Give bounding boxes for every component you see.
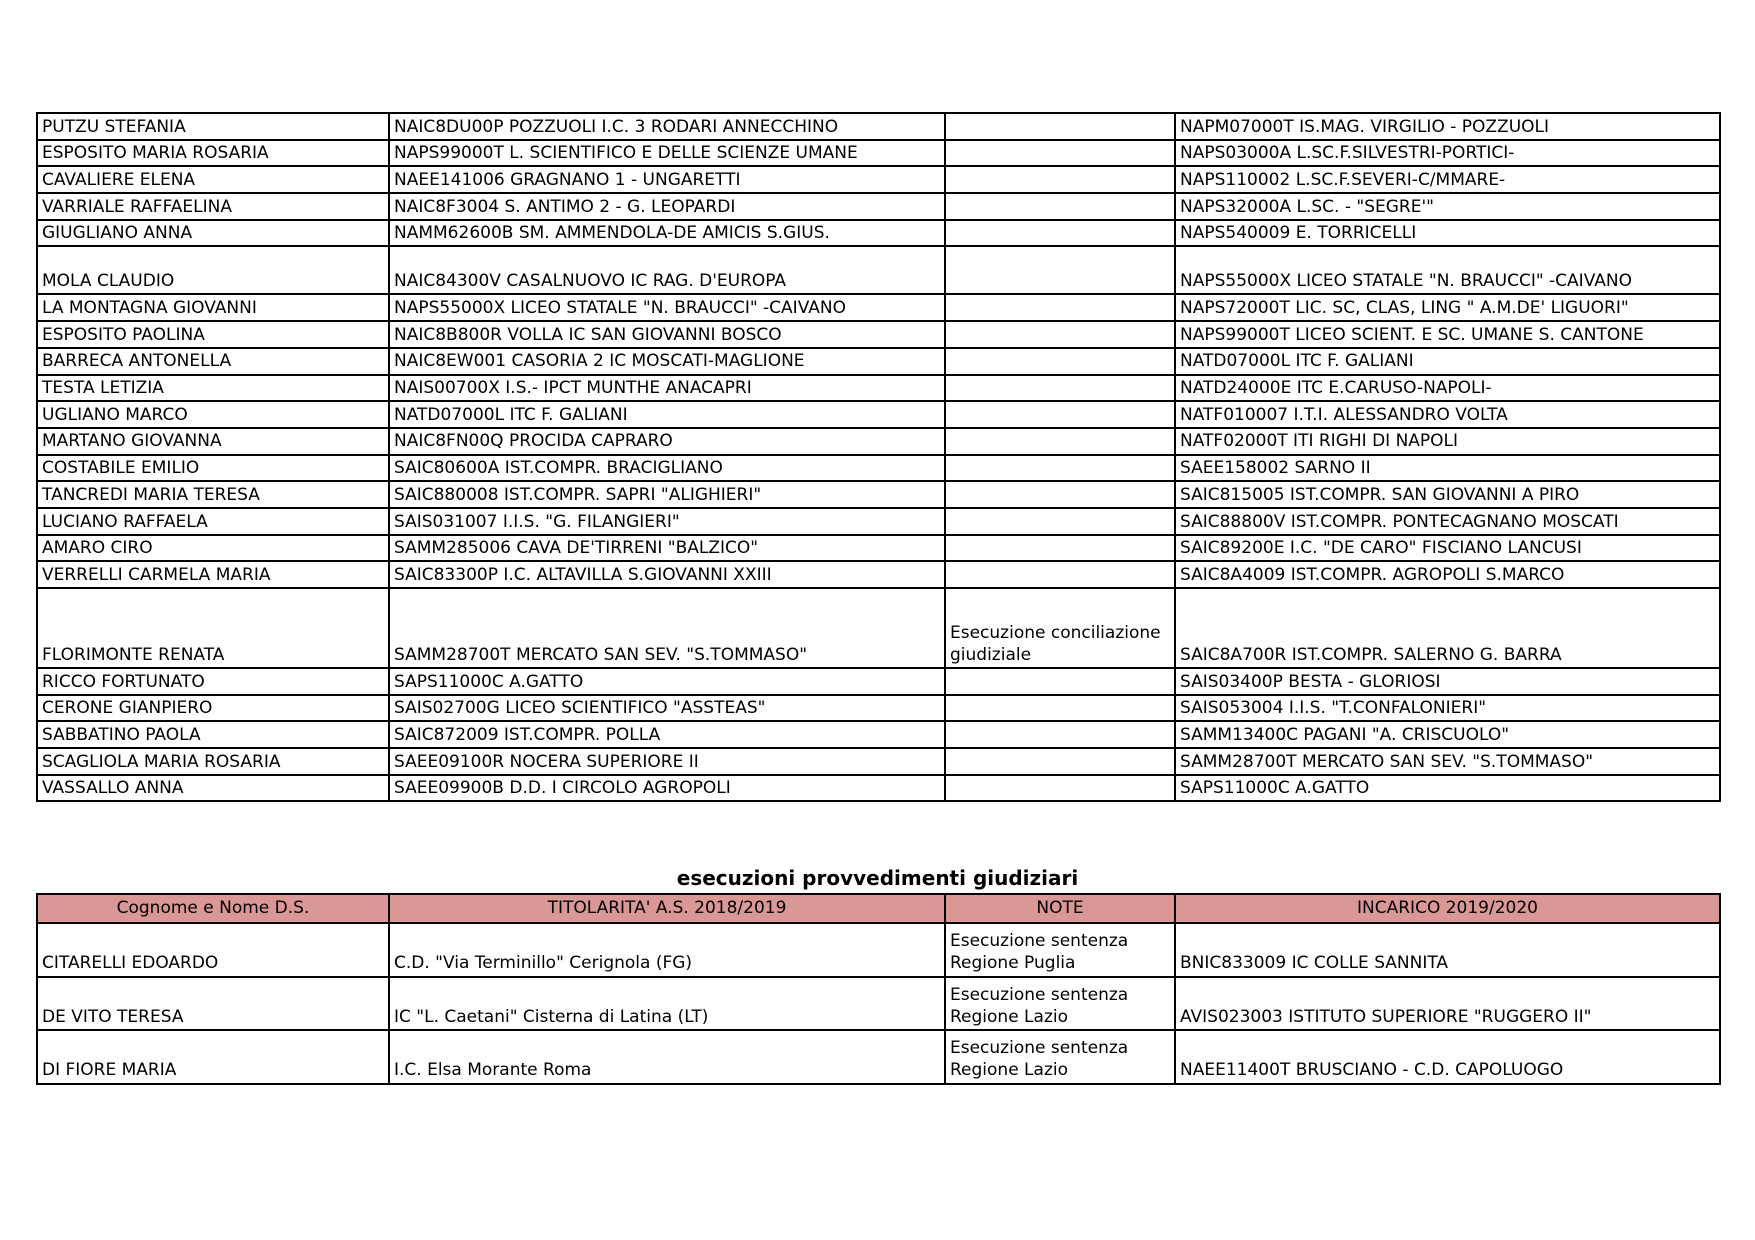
titolarita-cell: NAIC8B800R VOLLA IC SAN GIOVANNI BOSCO [389, 321, 945, 348]
table-row [37, 193, 1720, 220]
table-row [37, 721, 1720, 748]
incarico-cell: NAPS72000T LIC. SC, CLAS, LING " A.M.DE' LIGUORI" [1175, 294, 1720, 321]
incarico-cell: SAIC8A700R IST.COMPR. SALERNO G. BARRA [1175, 588, 1720, 668]
titolarita-cell: NAPS55000X LICEO STATALE "N. BRAUCCI" -CAIVANO [389, 294, 945, 321]
table-row [37, 375, 1720, 402]
incarico-cell: SAIC89200E I.C. "DE CARO" FISCIANO LANCUSI [1175, 535, 1720, 562]
incarico-cell: SAIS053004 I.I.S. "T.CONFALONIERI" [1175, 695, 1720, 722]
titolarita-cell: IC "L. Caetani" Cisterna di Latina (LT) [389, 977, 945, 1031]
name-cell: ESPOSITO PAOLINA [37, 321, 389, 348]
header-row [37, 894, 1720, 923]
incarico-cell: NATF010007 I.T.I. ALESSANDRO VOLTA [1175, 401, 1720, 428]
table-row [37, 321, 1720, 348]
name-cell: SABBATINO PAOLA [37, 721, 389, 748]
note-cell [945, 668, 1175, 695]
name-cell: AMARO CIRO [37, 535, 389, 562]
titolarita-cell: I.C. Elsa Morante Roma [389, 1030, 945, 1084]
note-cell [945, 775, 1175, 802]
incarico-cell: NAPS99000T LICEO SCIENT. E SC. UMANE S. CANTONE [1175, 321, 1720, 348]
incarico-cell: NAPS540009 E. TORRICELLI [1175, 220, 1720, 247]
note-cell [945, 428, 1175, 455]
note-cell [945, 508, 1175, 535]
incarico-cell: NATD24000E ITC E.CARUSO-NAPOLI- [1175, 375, 1720, 402]
table-row [37, 561, 1720, 588]
table-row [37, 668, 1720, 695]
note-cell [945, 246, 1175, 294]
note-cell [945, 481, 1175, 508]
note-cell [945, 294, 1175, 321]
incarico-cell: SAMM13400C PAGANI "A. CRISCUOLO" [1175, 721, 1720, 748]
table-row [37, 508, 1720, 535]
note-cell [945, 561, 1175, 588]
name-cell: LUCIANO RAFFAELA [37, 508, 389, 535]
name-cell: LA MONTAGNA GIOVANNI [37, 294, 389, 321]
note-cell: Esecuzione conciliazione giudiziale [945, 588, 1175, 668]
titolarita-cell: NAIC8EW001 CASORIA 2 IC MOSCATI-MAGLIONE [389, 348, 945, 375]
name-cell: MOLA CLAUDIO [37, 246, 389, 294]
table-row [37, 348, 1720, 375]
assignments-table-body [37, 113, 1720, 801]
incarico-cell: NAPS32000A L.SC. - "SEGRE'" [1175, 193, 1720, 220]
titolarita-cell: SAIC83300P I.C. ALTAVILLA S.GIOVANNI XXIII [389, 561, 945, 588]
titolarita-cell: SAIS02700G LICEO SCIENTIFICO "ASSTEAS" [389, 695, 945, 722]
name-cell: CAVALIERE ELENA [37, 166, 389, 193]
table-row [37, 588, 1720, 668]
incarico-cell: SAIC8A4009 IST.COMPR. AGROPOLI S.MARCO [1175, 561, 1720, 588]
incarico-cell: NAEE11400T BRUSCIANO - C.D. CAPOLUOGO [1175, 1030, 1720, 1084]
titolarita-cell: NAMM62600B SM. AMMENDOLA-DE AMICIS S.GIUS. [389, 220, 945, 247]
titolarita-cell: SAIC80600A IST.COMPR. BRACIGLIANO [389, 455, 945, 482]
titolarita-cell: NAIC8FN00Q PROCIDA CAPRARO [389, 428, 945, 455]
titolarita-cell: NAPS99000T L. SCIENTIFICO E DELLE SCIENZE UMANE [389, 140, 945, 167]
titolarita-cell: NATD07000L ITC F. GALIANI [389, 401, 945, 428]
incarico-cell: NATF02000T ITI RIGHI DI NAPOLI [1175, 428, 1720, 455]
incarico-cell: SAEE158002 SARNO II [1175, 455, 1720, 482]
note-cell [945, 375, 1175, 402]
titolarita-cell: NAIC8DU00P POZZUOLI I.C. 3 RODARI ANNECCHINO [389, 113, 945, 140]
incarico-cell: AVIS023003 ISTITUTO SUPERIORE "RUGGERO II" [1175, 977, 1720, 1031]
note-cell: Esecuzione sentenza Regione Puglia [945, 923, 1175, 977]
titolarita-cell: SAPS11000C A.GATTO [389, 668, 945, 695]
incarico-cell: NAPS110002 L.SC.F.SEVERI-C/MMARE- [1175, 166, 1720, 193]
note-cell [945, 220, 1175, 247]
name-cell: UGLIANO MARCO [37, 401, 389, 428]
table-row [37, 246, 1720, 294]
table-row [37, 481, 1720, 508]
header-note: NOTE [945, 894, 1175, 923]
titolarita-cell: SAIS031007 I.I.S. "G. FILANGIERI" [389, 508, 945, 535]
note-cell [945, 401, 1175, 428]
note-cell [945, 721, 1175, 748]
name-cell: VERRELLI CARMELA MARIA [37, 561, 389, 588]
table-row [37, 923, 1720, 977]
incarico-cell: SAIC88800V IST.COMPR. PONTECAGNANO MOSCATI [1175, 508, 1720, 535]
name-cell: CERONE GIANPIERO [37, 695, 389, 722]
incarico-cell: SAIS03400P BESTA - GLORIOSI [1175, 668, 1720, 695]
titolarita-cell: NAEE141006 GRAGNANO 1 - UNGARETTI [389, 166, 945, 193]
note-cell [945, 535, 1175, 562]
table-row [37, 775, 1720, 802]
note-cell [945, 193, 1175, 220]
name-cell: GIUGLIANO ANNA [37, 220, 389, 247]
incarico-cell: SAMM28700T MERCATO SAN SEV. "S.TOMMASO" [1175, 748, 1720, 775]
table-row [37, 166, 1720, 193]
judicial-table-header [37, 894, 1720, 923]
note-cell [945, 166, 1175, 193]
name-cell: RICCO FORTUNATO [37, 668, 389, 695]
titolarita-cell: SAMM28700T MERCATO SAN SEV. "S.TOMMASO" [389, 588, 945, 668]
name-cell: TESTA LETIZIA [37, 375, 389, 402]
table-row [37, 294, 1720, 321]
titolarita-cell: NAIC84300V CASALNUOVO IC RAG. D'EUROPA [389, 246, 945, 294]
header-name: Cognome e Nome D.S. [37, 894, 389, 923]
note-cell [945, 455, 1175, 482]
name-cell: FLORIMONTE RENATA [37, 588, 389, 668]
name-cell: PUTZU STEFANIA [37, 113, 389, 140]
section-title: esecuzioni provvedimenti giudiziari [676, 866, 1079, 890]
header-titolarita: TITOLARITA' A.S. 2018/2019 [389, 894, 945, 923]
titolarita-cell: SAEE09900B D.D. I CIRCOLO AGROPOLI [389, 775, 945, 802]
table-row [37, 977, 1720, 1031]
titolarita-cell: NAIS00700X I.S.- IPCT MUNTHE ANACAPRI [389, 375, 945, 402]
judicial-table [36, 893, 1721, 1085]
judicial-table-body [37, 923, 1720, 1084]
incarico-cell: SAIC815005 IST.COMPR. SAN GIOVANNI A PIRO [1175, 481, 1720, 508]
table-row [37, 220, 1720, 247]
name-cell: DI FIORE MARIA [37, 1030, 389, 1084]
table-row [37, 748, 1720, 775]
note-cell [945, 348, 1175, 375]
name-cell: VARRIALE RAFFAELINA [37, 193, 389, 220]
incarico-cell: BNIC833009 IC COLLE SANNITA [1175, 923, 1720, 977]
table-row [37, 428, 1720, 455]
name-cell: VASSALLO ANNA [37, 775, 389, 802]
name-cell: COSTABILE EMILIO [37, 455, 389, 482]
table-row [37, 695, 1720, 722]
titolarita-cell: C.D. "Via Terminillo" Cerignola (FG) [389, 923, 945, 977]
note-cell [945, 748, 1175, 775]
name-cell: SCAGLIOLA MARIA ROSARIA [37, 748, 389, 775]
note-cell [945, 321, 1175, 348]
note-cell [945, 140, 1175, 167]
titolarita-cell: SAIC880008 IST.COMPR. SAPRI "ALIGHIERI" [389, 481, 945, 508]
table-row [37, 140, 1720, 167]
assignments-table [36, 112, 1721, 802]
name-cell: CITARELLI EDOARDO [37, 923, 389, 977]
table-row [37, 1030, 1720, 1084]
note-cell: Esecuzione sentenza Regione Lazio [945, 1030, 1175, 1084]
name-cell: DE VITO TERESA [37, 977, 389, 1031]
incarico-cell: NAPM07000T IS.MAG. VIRGILIO - POZZUOLI [1175, 113, 1720, 140]
incarico-cell: NAPS55000X LICEO STATALE "N. BRAUCCI" -CAIVANO [1175, 246, 1720, 294]
incarico-cell: NAPS03000A L.SC.F.SILVESTRI-PORTICI- [1175, 140, 1720, 167]
header-incarico: INCARICO 2019/2020 [1175, 894, 1720, 923]
titolarita-cell: NAIC8F3004 S. ANTIMO 2 - G. LEOPARDI [389, 193, 945, 220]
incarico-cell: SAPS11000C A.GATTO [1175, 775, 1720, 802]
table-row [37, 401, 1720, 428]
titolarita-cell: SAIC872009 IST.COMPR. POLLA [389, 721, 945, 748]
note-cell: Esecuzione sentenza Regione Lazio [945, 977, 1175, 1031]
incarico-cell: NATD07000L ITC F. GALIANI [1175, 348, 1720, 375]
note-cell [945, 113, 1175, 140]
name-cell: BARRECA ANTONELLA [37, 348, 389, 375]
titolarita-cell: SAEE09100R NOCERA SUPERIORE II [389, 748, 945, 775]
table-row [37, 535, 1720, 562]
titolarita-cell: SAMM285006 CAVA DE'TIRRENI "BALZICO" [389, 535, 945, 562]
table-row [37, 455, 1720, 482]
table-row [37, 113, 1720, 140]
name-cell: TANCREDI MARIA TERESA [37, 481, 389, 508]
name-cell: ESPOSITO MARIA ROSARIA [37, 140, 389, 167]
note-cell [945, 695, 1175, 722]
name-cell: MARTANO GIOVANNA [37, 428, 389, 455]
